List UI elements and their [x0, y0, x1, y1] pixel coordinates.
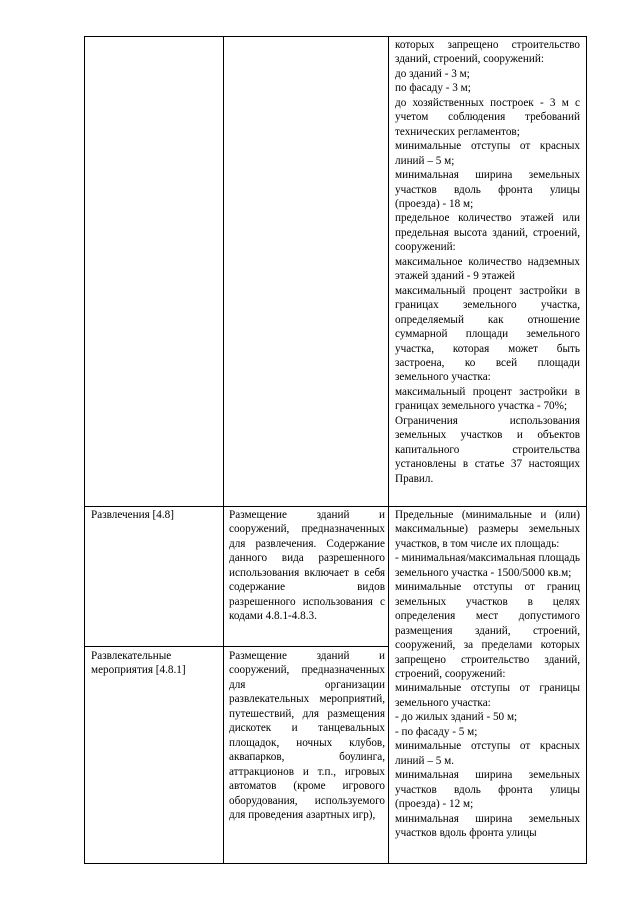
param-line: которых запрещено строительство зданий, строений, сооружений:	[395, 39, 580, 66]
param-line: максимальный процент застройки в границах земельного участка, определяемый как отношение суммарной площади земельного участка, которая может быть застроена, ко всей площади земельного участка:	[395, 284, 580, 384]
table-border-right	[586, 36, 587, 864]
param-line: минимальная ширина земельных участков вдоль фронта улицы	[395, 812, 580, 839]
table-border-left	[84, 36, 85, 864]
table-border-bottom	[84, 863, 587, 864]
table-divider-2	[388, 36, 389, 864]
param-line: минимальные отступы от красных линий – 5 м.	[395, 740, 580, 767]
row1-parameters-cell	[395, 38, 580, 504]
row2-parameters-cell	[395, 508, 580, 863]
row2-activity-cell	[91, 508, 222, 644]
row3-description-cell	[229, 649, 385, 863]
row-separator-2	[84, 646, 389, 647]
param-line: максимальное количество надземных этажей зданий - 9 этажей	[395, 255, 580, 283]
row2-description-cell	[229, 508, 385, 645]
row3-activity-cell	[91, 649, 222, 862]
param-line: минимальные отступы от границ земельных участков в целях определения мест допустимого размещения зданий, строений, сооружений, за пределами которых запрещено строительство зданий, строений, сооружений:	[395, 581, 580, 680]
activity-description: Размещение зданий и сооружений, предназначенных для организации развлекательных мероприятий, путешествий, для размещения дискотек и танцевальных площадок, ночных клубов, аквапарков, боулинга, аттракционов и т.п., игровых автоматов (кроме игрового оборудования, используемого для проведения азартных игр),	[229, 650, 385, 821]
param-line: - до жилых зданий - 50 м;	[395, 711, 518, 724]
param-line: минимальные отступы от красных линий – 5 м;	[395, 140, 580, 167]
activity-name: Развлечения [4.8]	[91, 509, 174, 521]
param-line: минимальная ширина земельных участков вдоль фронта улицы (проезда) - 12 м;	[395, 769, 580, 811]
param-line: до хозяйственных построек - 3 м с учетом соблюдения требований технических регламентов;	[395, 96, 580, 138]
activity-name: Развлекательные мероприятия [4.8.1]	[91, 650, 186, 677]
param-line: до зданий - 3 м;	[395, 67, 470, 80]
table-divider-1	[223, 36, 224, 864]
table-border-top	[84, 36, 587, 37]
param-line: по фасаду - 3 м;	[395, 82, 471, 95]
param-line: Ограничения использования земельных участков и объектов капитального строительства установлены в статье 37 настоящих Правил.	[395, 414, 580, 485]
activity-description: Размещение зданий и сооружений, предназначенных для развлечения. Содержание данного вида разрешенного использования включает в себя содержание видов разрешенного использования с кодами 4.8.1-4.8.3.	[229, 509, 385, 623]
param-line: Предельные (минимальные и (или) максимальные) размеры земельных участков, в том числе их площадь:	[395, 509, 580, 550]
param-line: минимальные отступы от границы земельного участка:	[395, 682, 580, 709]
row-separator-1	[84, 506, 587, 507]
param-line: - по фасаду - 5 м;	[395, 725, 478, 738]
param-line: - минимальная/максимальная площадь земельного участка - 1500/5000 кв.м;	[395, 552, 580, 579]
param-line: минимальная ширина земельных участков вдоль фронта улицы (проезда) - 18 м;	[395, 169, 580, 210]
param-line: максимальный процент застройки в границах земельного участка - 70%;	[395, 385, 580, 413]
param-line: предельное количество этажей или предельная высота зданий, строений, сооружений:	[395, 212, 580, 254]
